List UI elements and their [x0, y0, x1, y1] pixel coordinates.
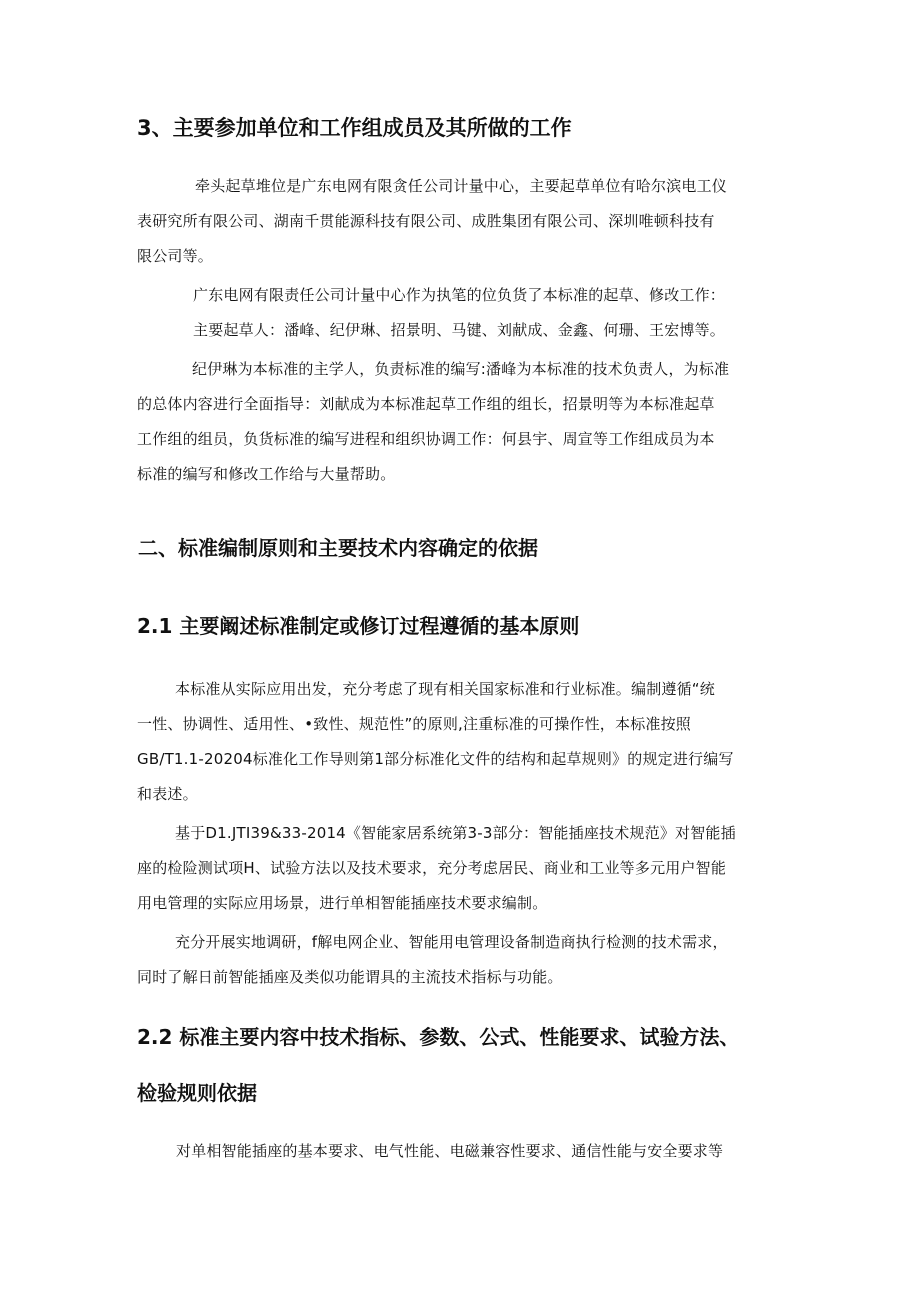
paragraph-4-line-2: 的总体内容进行全面指导：刘献成为本标准起草工作组的组长，招景明等为本标准起草: [137, 395, 715, 413]
paragraph-4-line-1: 纪伊琳为本标准的主学人，负责标准的编写:潘峰为本标准的技术负责人，为标准: [192, 360, 730, 378]
paragraph-4-line-3: 工作组的组员，负货标准的编写进程和组织协调工作：何县宇、周宣等工作组成员为本: [137, 430, 715, 448]
section-2-1-heading: 2.1 主要阚述标准制定或修订过程遵循的基本原则: [137, 614, 580, 638]
paragraph-3: 主要起草人：潘峰、纪伊琳、招景明、马键、刘献成、金鑫、何珊、王宏博等。: [193, 321, 726, 339]
paragraph-8-line-1: 对单相智能插座的基本要求、电气性能、电磁兼容性要求、通信性能与安全要求等: [176, 1142, 724, 1160]
paragraph-5-line-4: 和表述。: [137, 785, 198, 803]
paragraph-7-line-2: 同时了解日前智能插座及类似功能谓具的主流技术指标与功能。: [137, 968, 563, 986]
paragraph-5-line-1: 本标准从实际应用出发，充分考虑了现有相关国家标准和行业标准。编制遵循“统: [175, 680, 715, 698]
section-3-heading: 3、主要参加单位和工作组成员及其所做的工作: [137, 116, 572, 140]
section-2-heading: 二、标准编制原则和主要技术内容确定的依据: [138, 536, 538, 560]
section-2-2-heading-line-1: 2.2 标准主要内容中技术指标、参数、公式、性能要求、试验方法、: [137, 1025, 740, 1049]
paragraph-4-line-4: 标准的编写和修改工作给与大量帮助。: [137, 465, 396, 483]
paragraph-2: 广东电网有限责任公司计量中心作为执笔的位负货了本标准的起草、修改工作：: [193, 286, 726, 304]
paragraph-5-line-2: 一性、协调性、适用性、•致性、规范性”的原则,注重标准的可操作性，本标准按照: [137, 715, 691, 733]
paragraph-1-line-3: 限公司等。: [137, 247, 214, 265]
paragraph-5-line-3: GB/T1.1-20204标准化工作导则第1部分标准化文件的结构和起草规则》的规定进行编写: [137, 750, 734, 768]
paragraph-7-line-1: 充分开展实地调研，f解电网企业、智能用电管理设备制造商执行检测的技术需求，: [175, 933, 728, 951]
paragraph-1-line-1: 牵头起草堆位是广东电网有限贪任公司计量中心，主要起草单位有哈尔滨电工仪: [195, 177, 728, 195]
paragraph-1-line-2: 表研究所有限公司、湖南千贯能源科技有限公司、成胜集团有限公司、深圳唯顿科技有: [137, 212, 715, 230]
paragraph-6-line-1: 基于D1.JTI39&33-2014《智能家居系统第3-3部分：智能插座技术规范》对智能插: [175, 824, 736, 842]
paragraph-6-line-3: 用电管理的实际应用场景，进行单相智能插座技术要求编制。: [137, 894, 548, 912]
paragraph-6-line-2: 座的检险测试项H、试验方法以及技术要求，充分考虑居民、商业和工业等多元用户智能: [137, 859, 727, 877]
section-2-2-heading-line-2: 检验规则依据: [137, 1081, 257, 1105]
